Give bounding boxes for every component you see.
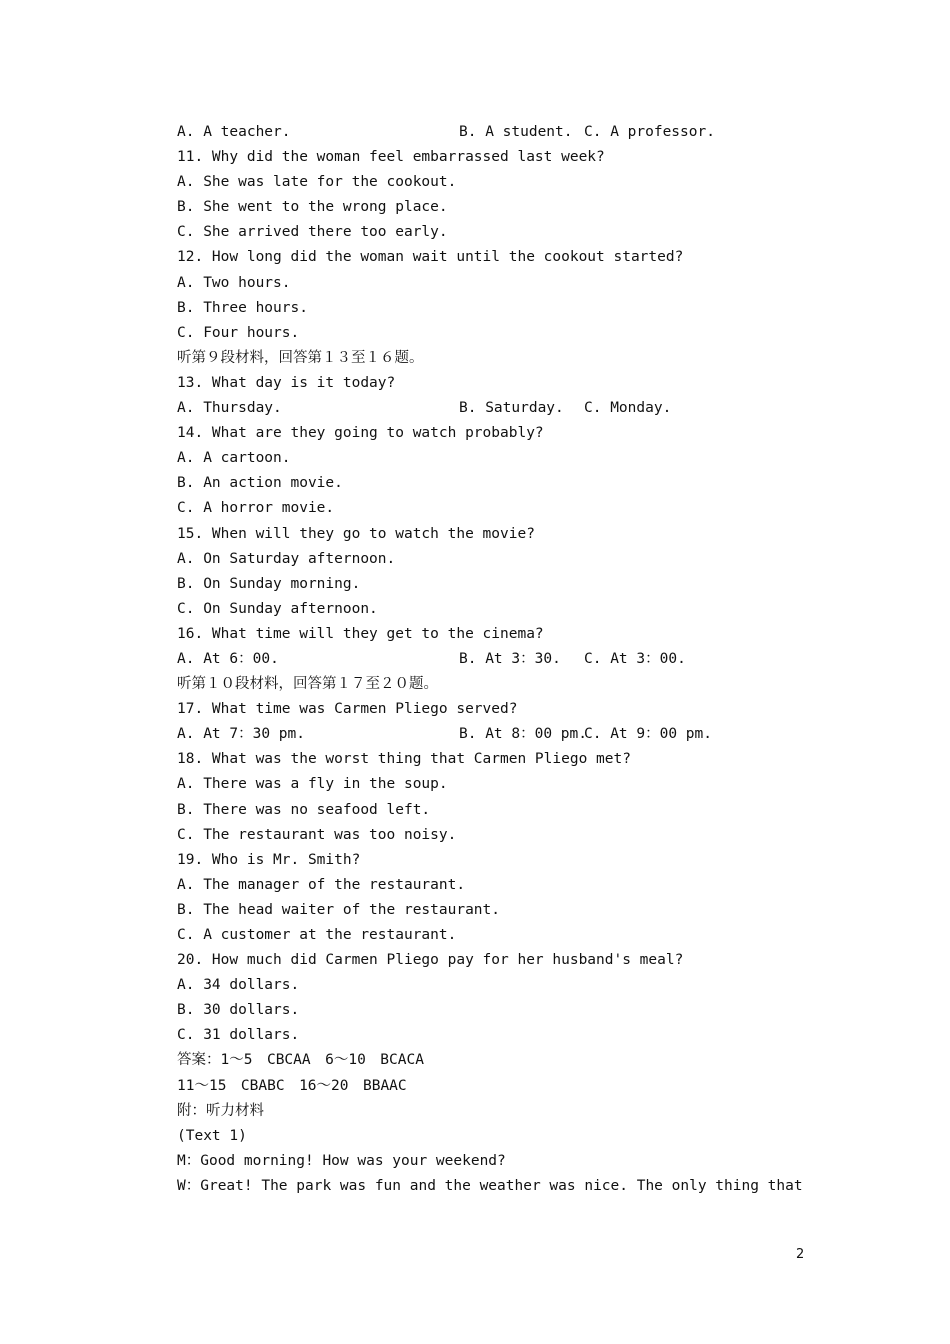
- answer-option-a: A. At 6：00.: [177, 650, 279, 667]
- text-line: B. Three hours.: [177, 299, 308, 316]
- text-line: C. She arrived there too early.: [177, 224, 448, 241]
- answer-option-c: C. At 9：00 pm.: [584, 726, 712, 743]
- option-row: [177, 396, 817, 421]
- option-row: [177, 647, 817, 672]
- text-line: 18. What was the worst thing that Carmen Pliego met?: [177, 751, 631, 768]
- text-line: C. On Sunday afternoon.: [177, 600, 378, 617]
- text-line: C. Four hours.: [177, 324, 300, 341]
- text-line: B. There was no seafood left.: [177, 801, 431, 818]
- text-line: M：Good morning! How was your weekend?: [177, 1152, 506, 1169]
- answer-option-a: A. Thursday.: [177, 400, 282, 417]
- text-line: C. 31 dollars.: [177, 1027, 300, 1044]
- text-line: 听第９段材料，回答第１３至１６题。: [177, 349, 424, 366]
- text-line: 19. Who is Mr. Smith?: [177, 851, 361, 868]
- text-line: 11. Why did the woman feel embarrassed last week?: [177, 149, 605, 166]
- text-line: A. A cartoon.: [177, 450, 291, 467]
- text-line: C. The restaurant was too noisy.: [177, 826, 457, 843]
- text-line: 附：听力材料: [177, 1102, 264, 1119]
- option-row: [177, 120, 817, 145]
- text-line: 听第１０段材料，回答第１７至２０题。: [177, 676, 438, 693]
- page-number: 2: [796, 1247, 805, 1262]
- text-line: B. On Sunday morning.: [177, 575, 361, 592]
- answer-option-c: C. Monday.: [584, 400, 672, 417]
- text-line: (Text 1): [177, 1127, 247, 1144]
- text-line: W：Great! The park was fun and the weather was nice. The only thing that: [177, 1177, 803, 1194]
- text-line: B. 30 dollars.: [177, 1002, 300, 1019]
- text-line: 14. What are they going to watch probably?: [177, 425, 544, 442]
- text-line: 11～15 CBABC 16～20 BBAAC: [177, 1077, 407, 1094]
- answer-option-c: C. At 3：00.: [584, 650, 686, 667]
- document-body: [177, 120, 817, 1199]
- text-line: B. An action movie.: [177, 475, 343, 492]
- text-line: C. A horror movie.: [177, 500, 335, 517]
- text-line: B. The head waiter of the restaurant.: [177, 901, 501, 918]
- text-line: 20. How much did Carmen Pliego pay for her husband's meal?: [177, 952, 684, 969]
- answer-option-b: B. At 3：30.: [459, 650, 561, 667]
- text-line: A. There was a fly in the soup.: [177, 776, 448, 793]
- answer-option-b: B. A student.: [459, 124, 573, 140]
- text-line: C. A customer at the restaurant.: [177, 927, 457, 943]
- text-line: 13. What day is it today?: [177, 374, 396, 391]
- text-line: 16. What time will they get to the cinema?: [177, 625, 544, 642]
- text-line: 17. What time was Carmen Pliego served?: [177, 701, 518, 718]
- text-line: A. Two hours.: [177, 274, 291, 291]
- text-line: 12. How long did the woman wait until the cookout started?: [177, 249, 684, 266]
- text-line: 答案：1～5 CBCAA 6～10 BCACA: [177, 1052, 424, 1069]
- answer-option-c: C. A professor.: [584, 124, 715, 140]
- text-line: A. She was late for the cookout.: [177, 174, 457, 191]
- answer-option-a: A. At 7：30 pm.: [177, 726, 305, 743]
- text-line: A. The manager of the restaurant.: [177, 876, 466, 893]
- answer-option-b: B. At 8：00 pm.: [459, 726, 587, 743]
- answer-option-a: A. A teacher.: [177, 124, 291, 140]
- text-line: A. 34 dollars.: [177, 977, 300, 994]
- answer-option-b: B. Saturday.: [459, 400, 564, 417]
- text-line: 15. When will they go to watch the movie?: [177, 525, 535, 542]
- text-line: B. She went to the wrong place.: [177, 199, 448, 216]
- option-row: [177, 722, 817, 747]
- text-line: A. On Saturday afternoon.: [177, 550, 396, 567]
